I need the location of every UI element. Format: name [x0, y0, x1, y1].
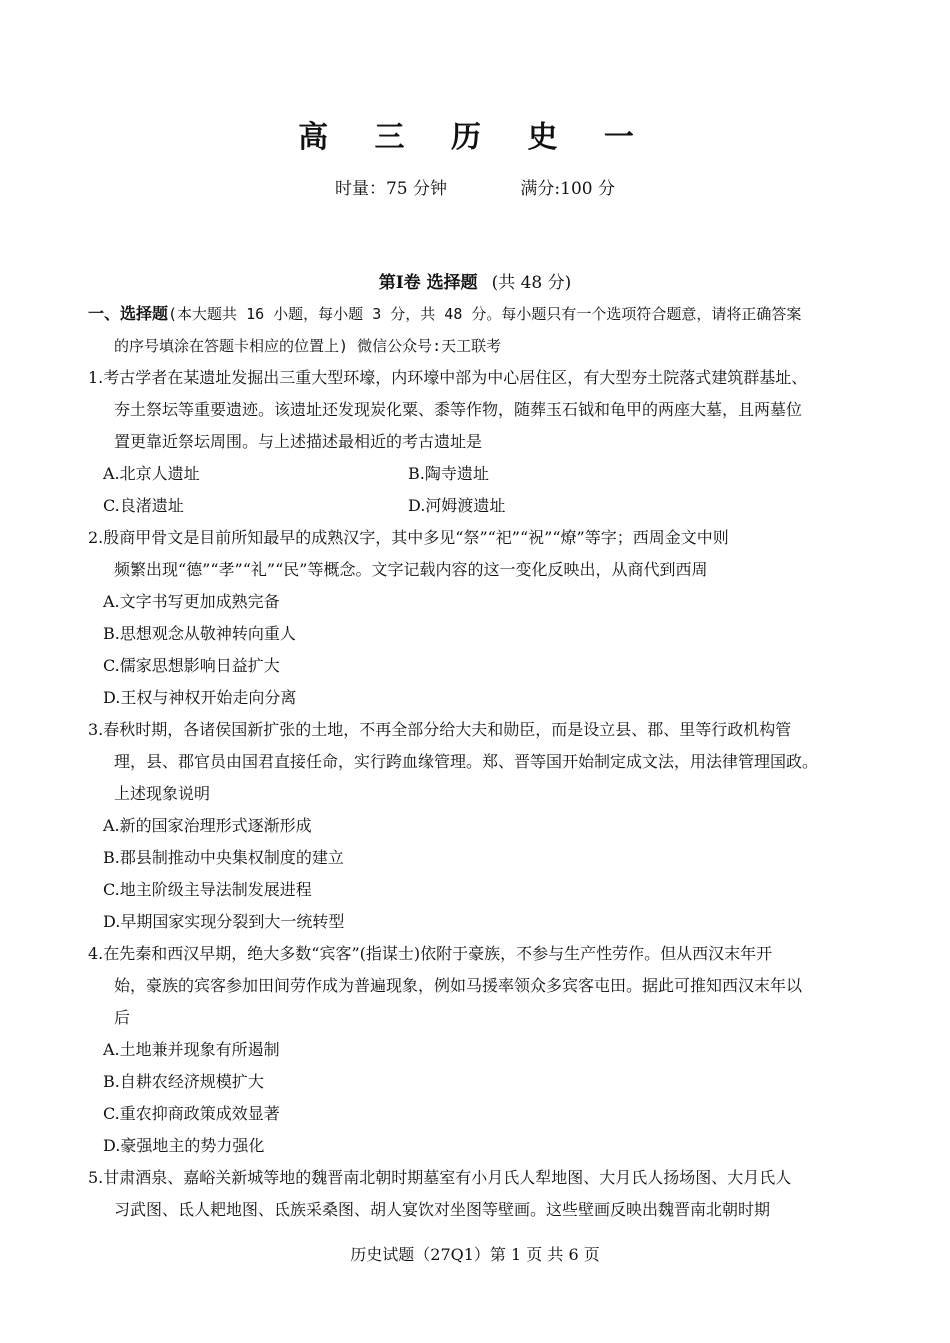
question-1-options-row-1: [88, 458, 838, 490]
section-points: (共 48 分): [491, 273, 572, 293]
question-3-line-3: 上述现象说明: [114, 784, 211, 803]
question-3-line-1: 3.春秋时期，各诸侯国新扩张的土地，不再全部分给大夫和勋臣，而是设立县、郡、里等行政机构管: [88, 720, 792, 739]
section-heading: [0, 268, 950, 293]
question-content: [88, 298, 838, 1226]
question-3-option-c: C.地主阶级主导法制发展进程: [103, 880, 312, 899]
question-1: [88, 362, 838, 522]
question-2-option-d: D.王权与神权开始走向分离: [103, 688, 297, 707]
question-2: [88, 522, 838, 714]
question-1-option-b: B.陶寺遗址: [408, 464, 489, 483]
question-1-line-2: 夯土祭坛等重要遗迹。该遗址还发现炭化粟、黍等作物，随葬玉石钺和龟甲的两座大墓，且两墓位: [114, 400, 803, 419]
question-4-option-a: A.土地兼并现象有所遏制: [103, 1040, 280, 1059]
question-2-option-c: C.儒家思想影响日益扩大: [103, 656, 280, 675]
page-footer: 历史试题（27Q1）第 1 页 共 6 页: [350, 1245, 600, 1264]
question-5: [88, 1162, 838, 1226]
question-4: [88, 938, 838, 1162]
question-1-options-row-2: [88, 490, 838, 522]
question-4-option-b: B.自耕农经济规模扩大: [103, 1072, 264, 1091]
question-1-option-d: D.河姆渡遗址: [408, 496, 506, 515]
instructions-line-1: [88, 298, 838, 330]
question-2-option-a: A.文字书写更加成熟完备: [103, 592, 280, 611]
question-5-line-1: 5.甘肃酒泉、嘉峪关新城等地的魏晋南北朝时期墓室有小月氏人犁地图、大月氏人扬场图、大月氏人: [88, 1168, 792, 1187]
question-3-option-b: B.郡县制推动中央集权制度的建立: [103, 848, 344, 867]
question-2-option-b: B.思想观念从敬神转向重人: [103, 624, 296, 643]
exam-duration: 时量：75 分钟: [334, 179, 448, 199]
question-3-option-a: A.新的国家治理形式逐渐形成: [103, 816, 312, 835]
question-3: [88, 714, 838, 938]
page-title: 高 三 历 史 一: [298, 120, 652, 155]
section-title: 第Ⅰ卷 选择题: [378, 273, 478, 293]
question-5-line-2: 习武图、氐人耙地图、氐族采桑图、胡人宴饮对坐图等壁画。这些壁画反映出魏晋南北朝时期: [114, 1200, 771, 1219]
question-3-option-d: D.早期国家实现分裂到大一统转型: [103, 912, 345, 931]
question-4-line-2: 始，豪族的宾客参加田间劳作成为普遍现象，例如马援率领众多宾客屯田。据此可推知西汉末年以: [114, 976, 803, 995]
question-3-line-2: 理，县、郡官员由国君直接任命，实行跨血缘管理。郑、晋等国开始制定成文法，用法律管理国政。: [114, 752, 819, 771]
question-2-line-1: 2.殷商甲骨文是目前所知最早的成熟汉字，其中多见“祭”“祀”“祝”“燎”等字；西周金文中则: [88, 528, 729, 547]
question-2-line-2: 频繁出现“德”“孝”“礼”“民”等概念。文字记载内容的这一变化反映出，从商代到西周: [114, 560, 708, 579]
instructions-line-2: 的序号填涂在答题卡相应的位置上) 微信公众号:天工联考: [114, 337, 502, 355]
instructions-head: 一、选择题: [88, 304, 169, 323]
question-1-option-c: C.良渚遗址: [103, 496, 184, 515]
exam-full-score: 满分:100 分: [520, 179, 616, 199]
question-1-line-1: 1.考古学者在某遗址发掘出三重大型环壕，内环壕中部为中心居住区，有大型夯土院落式建筑群基址、: [88, 368, 808, 387]
question-1-line-3: 置更靠近祭坛周围。与上述描述最相近的考古遗址是: [114, 432, 483, 451]
question-4-option-d: D.豪强地主的势力强化: [103, 1136, 265, 1155]
question-1-option-a: A.北京人遗址: [103, 464, 200, 483]
question-4-line-1: 4.在先秦和西汉早期，绝大多数“宾客”(指谋士)依附于豪族，不参与生产性劳作。但从西汉末年开: [88, 944, 773, 963]
question-4-option-c: C.重农抑商政策成效显著: [103, 1104, 280, 1123]
instructions-text-1: (本大题共 16 小题，每小题 3 分，共 48 分。每小题只有一个选项符合题意，请将正确答案: [168, 305, 802, 323]
question-4-line-3: 后: [114, 1008, 131, 1027]
exam-meta: [0, 174, 950, 199]
